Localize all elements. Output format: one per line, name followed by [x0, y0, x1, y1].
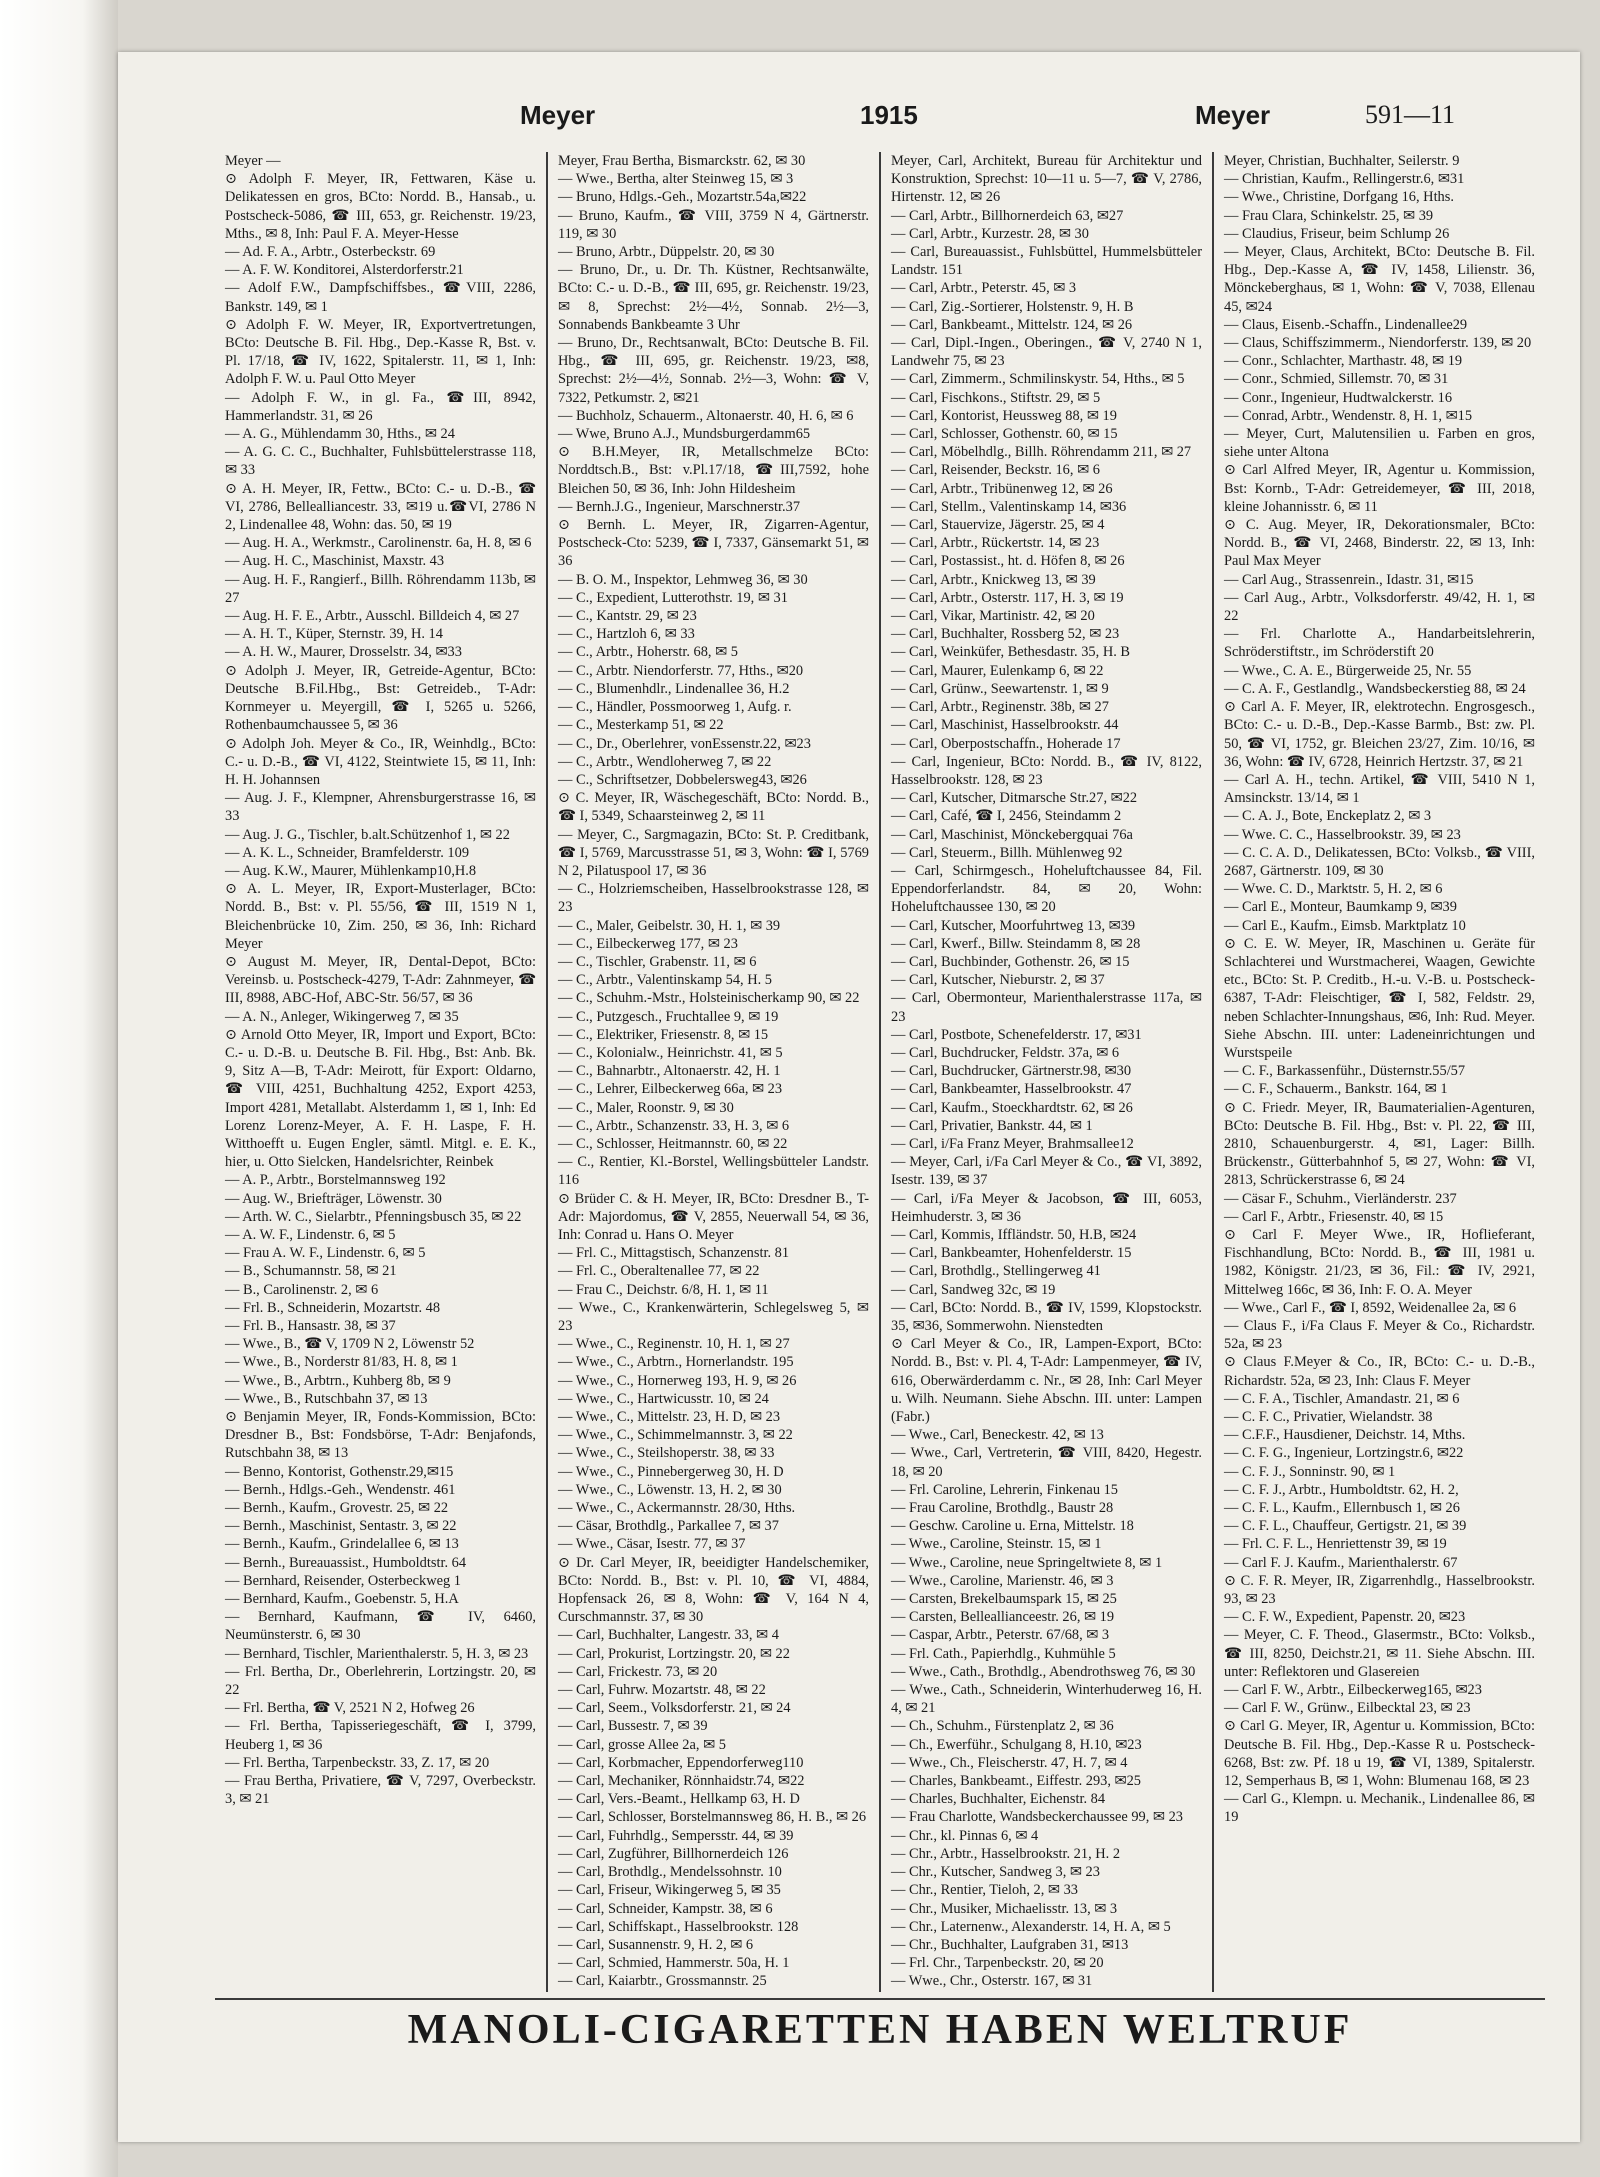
directory-entry: — Carl Aug., Strassenrein., Idastr. 31, ✉15: [1224, 571, 1474, 588]
directory-entry: — Carl, Arbtr., Reginenstr. 38b, ✉ 27: [891, 699, 1109, 716]
directory-entry: ⊙ Dr. Carl Meyer, IR, beeidigter Handelschemiker, BCto: Nordd. B., Bst: v. Pl. 10, ☎ VI, 4884, Hopfensack 26, ✉ 8, Wohn: ☎ V, 164 N 4, Curschmannstr. 37, ✉ 30: [558, 1554, 869, 1626]
directory-entry: — C. F. G., Ingenieur, Lortzingstr.6, ✉22: [1224, 1445, 1464, 1462]
directory-entry: — Wwe., Caroline, Marienstr. 46, ✉ 3: [891, 1572, 1114, 1589]
directory-entry: — Frl. Caroline, Lehrerin, Finkenau 15: [891, 1481, 1119, 1498]
directory-entry: — Frl. C., Oberaltenallee 77, ✉ 22: [558, 1263, 760, 1280]
directory-entry: — Conrad, Arbtr., Wendenstr. 8, H. 1, ✉15: [1224, 407, 1473, 424]
directory-entry: — Chr., Kutscher, Sandweg 3, ✉ 23: [891, 1864, 1100, 1881]
directory-entry: — C., Arbtr. Niendorferstr. 77, Hths., ✉20: [558, 662, 804, 679]
directory-entry: — Carl F. W., Grünw., Eilbecktal 23, ✉ 23: [1224, 1700, 1471, 1717]
directory-entry: — Carl, Vers.-Beamt., Hellkamp 63, H. D: [558, 1791, 800, 1808]
directory-entry: ⊙ Carl F. Meyer Wwe., IR, Hoflieferant, Fischhandlung, BCto: Nordd. B., ☎ III, 1981 u. 1982, Königstr. 21/23, ✉ 36, Fil.: ☎ IV, 2921, Mittelweg 166c, ✉ 36, Inh: F. O. A. Meyer: [1224, 1226, 1535, 1298]
directory-entry: — Chr., Rentier, Tieloh, 2, ✉ 33: [891, 1882, 1078, 1899]
directory-entry: — Carl, Kommis, Iffländstr. 50, H.B, ✉24: [891, 1226, 1137, 1243]
directory-entry: — Bernh., Hdlgs.-Geh., Wendenstr. 461: [225, 1481, 456, 1498]
directory-entry: — Frl. C. F. L., Henriettenstr 39, ✉ 19: [1224, 1536, 1447, 1553]
directory-entry: — Frau A. W. F., Lindenstr. 6, ✉ 5: [225, 1245, 426, 1262]
directory-entry: — Carl F. J. Kaufm., Marienthalerstr. 67: [1224, 1554, 1458, 1571]
directory-entry: — Carl, Susannenstr. 9, H. 2, ✉ 6: [558, 1936, 754, 1953]
directory-entry: — Christian, Kaufm., Rellingerstr.6, ✉31: [1224, 171, 1465, 188]
directory-entry: — C., Maler, Roonstr. 9, ✉ 30: [558, 1099, 734, 1116]
directory-entry: — Carl, i/Fa Meyer & Jacobson, ☎ III, 6053, Heimhuderstr. 3, ✉ 36: [891, 1190, 1202, 1225]
directory-entry: — Bruno, Dr., Rechtsanwalt, BCto: Deutsche B. Fil. Hbg., ☎ III, 695, gr. Reichenstr. 19/23, ✉8, Sprechst: 2½—4½, Sonnab. 2½—3, Wohn: ☎ V, 7322, Petkumstr. 2, ✉21: [558, 335, 869, 406]
directory-entry: — Meyer, Curt, Malutensilien u. Farben en gros, siehe unter Altona: [1224, 426, 1535, 461]
directory-entry: — C., Bahnarbtr., Altonaerstr. 42, H. 1: [558, 1063, 781, 1080]
directory-entry: — Carl, Brothdlg., Stellingerweg 41: [891, 1263, 1101, 1280]
directory-entry: — Charles, Bankbeamt., Eiffestr. 293, ✉25: [891, 1773, 1141, 1790]
directory-entry: — C., Arbtr., Hoherstr. 68, ✉ 5: [558, 644, 738, 661]
directory-entry: — Bernhard, Kaufm., Goebenstr. 5, H.A: [225, 1591, 459, 1608]
directory-entry: — Carl, Brothdlg., Mendelssohnstr. 10: [558, 1864, 782, 1881]
directory-entry: — Carl, grosse Allee 2a, ✉ 5: [558, 1736, 726, 1753]
directory-entry: — C., Rentier, Kl.-Borstel, Wellingsbütteler Landstr. 116: [558, 1154, 869, 1189]
directory-entry: — Arth. W. C., Sielarbtr., Pfenningsbusch 35, ✉ 22: [225, 1208, 522, 1225]
directory-entry: ⊙ Bernh. L. Meyer, IR, Zigarren-Agentur, Postscheck-Cto: 5239, ☎ I, 7337, Gänsemarkt 51, ✉ 36: [558, 517, 869, 570]
directory-entry: — Wwe., C., Löwenstr. 13, H. 2, ✉ 30: [558, 1481, 782, 1498]
directory-entry: — C., Kolonialw., Heinrichstr. 41, ✉ 5: [558, 1044, 783, 1061]
directory-entry: — Aug. W., Briefträger, Löwenstr. 30: [225, 1190, 442, 1207]
directory-entry: — C., Mesterkamp 51, ✉ 22: [558, 717, 724, 734]
directory-entry: — Wwe., Carl, Vertreterin, ☎ VIII, 8420, Hegestr. 18, ✉ 20: [891, 1445, 1202, 1480]
directory-entry: — Carl, Arbtr., Kurzestr. 28, ✉ 30: [891, 225, 1089, 242]
directory-entry: — Carl, Reisender, Beckstr. 16, ✉ 6: [891, 462, 1100, 479]
directory-entry: — C., Schlosser, Heitmannstr. 60, ✉ 22: [558, 1135, 788, 1152]
directory-entry: — Wwe, Bruno A.J., Mundsburgerdamm65: [558, 426, 811, 443]
directory-entry: — Carl, Oberpostschaffn., Hoherade 17: [891, 735, 1121, 752]
directory-entry: Meyer —: [225, 153, 281, 169]
directory-entry: — Frl. Bertha, Tapisseriegeschäft, ☎ I, 3799, Heuberg 1, ✉ 36: [225, 1718, 536, 1753]
directory-entry: ⊙ Carl G. Meyer, IR, Agentur u. Kommission, BCto: Deutsche B. Fil. Hbg., Dep.-Kasse R u. Postscheck-6268, Bst: zw. Pf. 18 u 19, ☎ VI, 1389, Spitalerstr. 12, Semperhaus B, ✉ 1, Wohn: Blumenau 168, ✉ 23: [1224, 1718, 1535, 1790]
directory-entry: — Carl, Grünw., Seewartenstr. 1, ✉ 9: [891, 680, 1109, 697]
directory-entry: — Bruno, Arbtr., Düppelstr. 20, ✉ 30: [558, 244, 775, 261]
directory-entry: — C., Schriftsetzer, Dobbelersweg43, ✉26: [558, 771, 807, 788]
directory-entry: — B., Carolinenstr. 2, ✉ 6: [225, 1281, 379, 1298]
directory-entry: — C., Dr., Oberlehrer, vonEssenstr.22, ✉23: [558, 735, 811, 752]
directory-entry: — Carl, Weinküfer, Bethesdastr. 35, H. B: [891, 644, 1131, 661]
directory-entry: — Carl, Arbtr., Osterstr. 117, H. 3, ✉ 19: [891, 589, 1124, 606]
directory-entry: — C. F. J., Arbtr., Humboldtstr. 62, H. 2,: [1224, 1481, 1459, 1498]
column-4: [1214, 152, 1545, 1992]
directory-entry: — Wwe., Ch., Fleischerstr. 47, H. 7, ✉ 4: [891, 1754, 1128, 1771]
directory-entry: — Frl. Bertha, ☎ V, 2521 N 2, Hofweg 26: [225, 1700, 475, 1717]
directory-entry: — C., Hartzloh 6, ✉ 33: [558, 626, 695, 643]
directory-entry: — Carl, Buchdrucker, Feldstr. 37a, ✉ 6: [891, 1044, 1120, 1061]
directory-entry: — Carl, Kaiarbtr., Grossmannstr. 25: [558, 1973, 767, 1990]
header-year: 1915: [860, 100, 918, 130]
directory-entry: — Carl, Friseur, Wikingerweg 5, ✉ 35: [558, 1882, 781, 1899]
directory-entry: Meyer, Carl, Architekt, Bureau für Architektur und Konstruktion, Sprechst: 10—11 u. 5—7, ☎ V, 2786, Hirtenstr. 12, ✉ 26: [891, 153, 1202, 206]
directory-entry: — C., Lehrer, Eilbeckerweg 66a, ✉ 23: [558, 1081, 783, 1098]
directory-entry: — Carl, Vikar, Martinistr. 42, ✉ 20: [891, 608, 1095, 625]
directory-entry: — Carl G., Klempn. u. Mechanik., Lindenallee 86, ✉ 19: [1224, 1791, 1535, 1826]
directory-entry: — C., Maler, Geibelstr. 30, H. 1, ✉ 39: [558, 917, 781, 934]
directory-entry: — Wwe., Cäsar, Isestr. 77, ✉ 37: [558, 1536, 746, 1553]
directory-entry: — C., Arbtr., Valentinskamp 54, H. 5: [558, 972, 772, 989]
directory-entry: — Bruno, Kaufm., ☎ VIII, 3759 N 4, Gärtnerstr. 119, ✉ 30: [558, 207, 869, 242]
directory-entry: Meyer, Frau Bertha, Bismarckstr. 62, ✉ 30: [558, 153, 806, 169]
directory-entry: — Adolf F.W., Dampfschiffsbes., ☎VIII, 2286, Bankstr. 149, ✉ 1: [225, 280, 536, 315]
directory-entry: — Aug. J. G., Tischler, b.alt.Schützenhof 1, ✉ 22: [225, 826, 510, 843]
directory-entry: — Carl, Fischkons., Stiftstr. 29, ✉ 5: [891, 389, 1101, 406]
directory-entry: — Chr., Buchhalter, Laufgraben 31, ✉13: [891, 1936, 1129, 1953]
directory-entry: — Wwe., B., Rutschbahn 37, ✉ 13: [225, 1390, 428, 1407]
directory-entry: — Frl. B., Hansastr. 38, ✉ 37: [225, 1318, 396, 1334]
directory-entry: — Conr., Schmied, Sillemstr. 70, ✉ 31: [1224, 371, 1449, 388]
directory-entry: — Carl, Maurer, Eulenkamp 6, ✉ 22: [891, 662, 1104, 679]
directory-entry: — Charles, Buchhalter, Eichenstr. 84: [891, 1791, 1106, 1808]
directory-entry: — Carl, Postbote, Schenefelderstr. 17, ✉31: [891, 1026, 1142, 1043]
directory-entry: — Wwe., C., Pinnebergerweg 30, H. D: [558, 1463, 784, 1480]
directory-entry: — Aug. H. C., Maschinist, Maxstr. 43: [225, 553, 445, 570]
directory-entry: — Carl A. H., techn. Artikel, ☎ VIII, 5410 N 1, Amsinckstr. 13/14, ✉ 1: [1224, 771, 1535, 807]
directory-entry: — Bruno, Hdlgs.-Geh., Mozartstr.54a,✉22: [558, 189, 807, 206]
directory-entry: — Carl, Korbmacher, Eppendorferweg110: [558, 1754, 804, 1771]
directory-entry: — B., Schumannstr. 58, ✉ 21: [225, 1263, 397, 1280]
directory-entry: — C., Holzriemscheiben, Hasselbrookstrasse 128, ✉ 23: [558, 881, 869, 916]
directory-entry: — Frl. Bertha, Tarpenbeckstr. 33, Z. 17, ✉ 20: [225, 1754, 490, 1771]
header-right-name: Meyer: [1195, 100, 1271, 130]
directory-entry: — Aug. K.W., Maurer, Mühlenkamp10,H.8: [225, 862, 477, 879]
directory-entry: — Carl, Postassist., ht. d. Höfen 8, ✉ 26: [891, 553, 1125, 570]
directory-entry: ⊙ A. H. Meyer, IR, Fettw., BCto: C.- u. D.-B., ☎ VI, 2786, Bellealliancestr. 33, ✉19 u.☎VI, 2786 N 2, Lindenallee 48, Wohn: das. 50, ✉ 19: [225, 480, 536, 534]
directory-entry: — Carl, BCto: Nordd. B., ☎ IV, 1599, Klopstockstr. 35, ✉36, Sommerwohn. Nienstedten: [891, 1299, 1202, 1334]
directory-entry: ⊙ Adolph F. W. Meyer, IR, Exportvertretungen, BCto: Deutsche B. Fil. Hbg., Dep.-Kasse R, Bst. v. Pl. 17/18, ☎ IV, 1622, Spitalerstr. 11, ✉ 1, Inh: Adolph F. W. u. Paul Otto Meyer: [225, 316, 536, 388]
directory-entry: — Carl, Frickestr. 73, ✉ 20: [558, 1663, 718, 1680]
directory-entry: — Frl. Bertha, Dr., Oberlehrerin, Lortzingstr. 20, ✉ 22: [225, 1663, 536, 1699]
directory-entry: — Carl, Kutscher, Nieburstr. 2, ✉ 37: [891, 972, 1105, 989]
directory-entry: — C., Arbtr., Schanzenstr. 33, H. 3, ✉ 6: [558, 1117, 790, 1134]
directory-entry: — Wwe., Chr., Osterstr. 167, ✉ 31: [891, 1973, 1093, 1990]
directory-entry: — C. F. W., Expedient, Papenstr. 20, ✉23: [1224, 1609, 1466, 1626]
directory-entry: — Carl, Stauervize, Jägerstr. 25, ✉ 4: [891, 517, 1105, 534]
directory-entry: — Bernh.J.G., Ingenieur, Marschnerstr.37: [558, 498, 801, 515]
directory-entry: — Wwe., C. A. E., Bürgerweide 25, Nr. 55: [1224, 662, 1472, 679]
directory-entry: ⊙ C. Meyer, IR, Wäschegeschäft, BCto: Nordd. B., ☎ I, 5349, Schaarsteinweg 2, ✉ 11: [558, 790, 869, 825]
directory-entry: — Chr., Arbtr., Hasselbrookstr. 21, H. 2: [891, 1845, 1121, 1862]
directory-entry: — Carl, Buchbinder, Gothenstr. 26, ✉ 15: [891, 953, 1130, 970]
directory-entry: — Ad. F. A., Arbtr., Osterbeckstr. 69: [225, 244, 436, 261]
directory-entry: — Wwe., Carl, Beneckestr. 42, ✉ 13: [891, 1427, 1104, 1444]
directory-entry: — Carl, Kontorist, Heussweg 88, ✉ 19: [891, 407, 1117, 424]
directory-entry: — Aug. H. F., Rangierf., Billh. Röhrendamm 113b, ✉ 27: [225, 571, 536, 606]
directory-entry: — Carl, Maschinist, Hasselbrookstr. 44: [891, 717, 1119, 734]
directory-entry: — Wwe., C., Mittelstr. 23, H. D, ✉ 23: [558, 1409, 781, 1426]
directory-entry: — Carl, Bureauassist., Fuhlsbüttel, Hummelsbütteler Landstr. 151: [891, 244, 1202, 279]
directory-entry: — C., Blumenhdlr., Lindenallee 36, H.2: [558, 680, 790, 697]
directory-entry: — Carl, Kwerf., Billw. Steindamm 8, ✉ 28: [891, 935, 1141, 952]
directory-entry: — Wwe., Caroline, Steinstr. 15, ✉ 1: [891, 1536, 1102, 1553]
directory-entry: ⊙ Adolph F. Meyer, IR, Fettwaren, Käse u. Delikatessen en gros, BCto: Nordd. B., Hansab., u. Postscheck-5086, ☎ III, 653, gr. Reichenstr. 19/23, Mths., ✉ 8, Inh: Paul F. A. Meyer-Hesse: [225, 171, 536, 242]
directory-entry: — Carl, Schiffskapt., Hasselbrookstr. 128: [558, 1918, 799, 1935]
directory-entry: ⊙ Arnold Otto Meyer, IR, Import und Export, BCto: C.- u. D.-B. u. Deutsche B. Fil. Hbg., Bst: Anb. Bk. 9, Sitz A—B, T-Adr: Meirott, für Export: Oldarno, ☎ VIII, 4251, Buchhaltung 4252, Export 4253, Import 4281, Metallabt. Alsterdamm 1, ✉ 1, Inh: Ed Lorenz Lorenz-Meyer, A. F. H. Laspe, F. H. Witthoefft u. Eugen Engler, sämtl. Mitgl. e. E. K., hier, u. Otto Sielcken, Handelsrichter, Reinbek: [225, 1026, 536, 1171]
directory-entry: — Conr., Ingenieur, Hudtwalckerstr. 16: [1224, 389, 1453, 406]
directory-entry: — Bernhard, Tischler, Marienthalerstr. 5, H. 3, ✉ 23: [225, 1645, 529, 1662]
directory-entry: — Carl, Bankbeamter, Hohenfelderstr. 15: [891, 1245, 1132, 1262]
directory-entry: — C. F. A., Tischler, Amandastr. 21, ✉ 6: [1224, 1390, 1460, 1407]
directory-entry: — Carl, i/Fa Franz Meyer, Brahmsallee12: [891, 1135, 1134, 1152]
directory-entry: — C. C. A. D., Delikatessen, BCto: Volksb., ☎ VIII, 2687, Gärtnerstr. 109, ✉ 30: [1224, 844, 1535, 879]
directory-entry: — Carl, Schmied, Hammerstr. 50a, H. 1: [558, 1955, 790, 1972]
directory-entry: — Wwe., C., Krankenwärterin, Schlegelsweg 5, ✉ 23: [558, 1299, 869, 1334]
directory-entry: — Chr., kl. Pinnas 6, ✉ 4: [891, 1827, 1039, 1844]
directory-entry: — Carl, Privatier, Bankstr. 44, ✉ 1: [891, 1117, 1093, 1134]
directory-entry: ⊙ Adolph Joh. Meyer & Co., IR, Weinhdlg., BCto: C.- u. D.-B., ☎ VI, 4122, Steintwiete 15, ✉ 11, Inh: H. H. Johannsen: [225, 735, 536, 788]
directory-entry: — Frau Charlotte, Wandsbeckerchaussee 99, ✉ 23: [891, 1809, 1183, 1826]
directory-entry: — Wwe., B., Arbtrn., Kuhberg 8b, ✉ 9: [225, 1372, 451, 1389]
entry-list: [225, 152, 536, 1808]
directory-entry: — Cäsar F., Schuhm., Vierländerstr. 237: [1224, 1190, 1457, 1207]
directory-entry: — A. G. C. C., Buchhalter, Fuhlsbüttelerstrasse 118, ✉ 33: [225, 444, 536, 479]
directory-entry: — Frl. Cath., Papierhdlg., Kuhmühle 5: [891, 1645, 1116, 1662]
directory-entry: — Caspar, Arbtr., Peterstr. 67/68, ✉ 3: [891, 1627, 1110, 1644]
directory-entry: — Carl, Bankbeamter, Hasselbrookstr. 47: [891, 1081, 1132, 1098]
directory-entry: — Carl, Seem., Volksdorferstr. 21, ✉ 24: [558, 1700, 791, 1717]
directory-entry: — Claudius, Friseur, beim Schlump 26: [1224, 225, 1450, 242]
directory-entry: — Carl E., Monteur, Baumkamp 9, ✉39: [1224, 899, 1457, 916]
directory-entry: — Conr., Schlachter, Marthastr. 48, ✉ 19: [1224, 353, 1463, 370]
footer-advert: MANOLI-CIGARETTEN HABEN WELTRUF: [215, 1998, 1545, 2066]
directory-entry: — C., Kantstr. 29, ✉ 23: [558, 608, 697, 625]
directory-entry: — Carl, Kutscher, Ditmarsche Str.27, ✉22: [891, 790, 1138, 807]
directory-entry: — Chr., Musiker, Michaelisstr. 13, ✉ 3: [891, 1900, 1118, 1917]
directory-entry: — Carsten, Belleallianceestr. 26, ✉ 19: [891, 1609, 1115, 1626]
directory-entry: — Carl E., Kaufm., Eimsb. Marktplatz 10: [1224, 917, 1466, 934]
directory-entry: — Bernh., Bureauassist., Humboldtstr. 64: [225, 1554, 467, 1571]
directory-entry: — Meyer, C. F. Theod., Glasermstr., BCto: Volksb., ☎ III, 8250, Deichstr.21, ✉ 11. Siehe Abschn. III. unter: Reflektoren und Glasereien: [1224, 1627, 1535, 1680]
directory-entry: — Wwe., Caroline, neue Springeltwiete 8, ✉ 1: [891, 1554, 1163, 1571]
directory-entry: — C. F. L., Chauffeur, Gertigstr. 21, ✉ 39: [1224, 1518, 1467, 1535]
directory-entry: ⊙ Adolph J. Meyer, IR, Getreide-Agentur, BCto: Deutsche B.Fil.Hbg., Bst: Getreideb., T-Adr: Kornmeyer u. Meyergill, ☎ I, 5265 u. 5266, Rothenbaumchaussee 5, ✉ 36: [225, 662, 536, 734]
directory-entry: ⊙ B.H.Meyer, IR, Metallschmelze BCto: Norddtsch.B., Bst: v.Pl.17/18, ☎III,7592, hohe Bleichen 50, ✉ 36, Inh: John Hildesheim: [558, 444, 869, 497]
directory-entry: — C. F., Barkassenführ., Düsternstr.55/57: [1224, 1063, 1466, 1080]
directory-entry: ⊙ Claus F.Meyer & Co., IR, BCto: C.- u. D.-B., Richardstr. 52a, ✉ 23, Inh: Claus F. Meyer: [1224, 1354, 1535, 1389]
directory-entry: — Frl. B., Schneiderin, Mozartstr. 48: [225, 1299, 441, 1316]
page-header: [220, 100, 1540, 140]
directory-entry: — Wwe., C., Steilshoperstr. 38, ✉ 33: [558, 1445, 775, 1462]
directory-entry: — Geschw. Caroline u. Erna, Mittelstr. 18: [891, 1518, 1134, 1535]
directory-entry: — Aug. H. A., Werkmstr., Carolinenstr. 6a, H. 8, ✉ 6: [225, 535, 532, 552]
directory-entry: — Claus, Schiffszimmerm., Niendorferstr. 139, ✉ 20: [1224, 335, 1532, 352]
directory-columns: [215, 152, 1545, 1992]
directory-entry: — Frl. Charlotte A., Handarbeitslehrerin, Schröderstiftstr., im Schröderstift 20: [1224, 626, 1535, 661]
directory-entry: — Bernhard, Kaufmann, ☎ IV, 6460, Neumünsterstr. 6, ✉ 30: [225, 1609, 536, 1644]
directory-entry: — Wwe., Cath., Brothdlg., Abendrothsweg 76, ✉ 30: [891, 1663, 1196, 1680]
directory-entry: — Carl, Arbtr., Tribünenweg 12, ✉ 26: [891, 480, 1113, 497]
entry-list: [1224, 152, 1535, 1827]
directory-entry: — Carl, Möbelhdlg., Billh. Röhrendamm 211, ✉ 27: [891, 444, 1192, 461]
directory-entry: — Carl, Arbtr., Rückertstr. 14, ✉ 23: [891, 535, 1100, 552]
directory-entry: — C. F. J., Sonninstr. 90, ✉ 1: [1224, 1463, 1396, 1480]
column-3: [881, 152, 1214, 1992]
directory-entry: ⊙ C. Friedr. Meyer, IR, Baumaterialien-Agenturen, BCto: Deutsche B. Fil. Hbg., Bst: v. Pl. 22, ☎ III, 2810, Schauenburgerstr. 4, ✉1, Lager: Billh. Brückenstr., Gütterbahnhof 5, ✉ 27, Wohn: ☎ VI, 2813, Schrückerstrasse 6, ✉ 24: [1224, 1099, 1535, 1189]
directory-entry: — Carl, Bussestr. 7, ✉ 39: [558, 1718, 708, 1735]
directory-entry: — Meyer, Carl, i/Fa Carl Meyer & Co., ☎ VI, 3892, Isestr. 139, ✉ 37: [891, 1154, 1202, 1189]
directory-entry: — Carl, Arbtr., Knickweg 13, ✉ 39: [891, 571, 1096, 588]
directory-entry: — Bernhard, Reisender, Osterbeckweg 1: [225, 1572, 461, 1589]
directory-entry: — Carl, Mechaniker, Rönnhaidstr.74, ✉22: [558, 1773, 805, 1790]
directory-entry: — Carl, Maschinist, Mönckebergquai 76a: [891, 826, 1133, 843]
directory-entry: — Wwe. C. D., Marktstr. 5, H. 2, ✉ 6: [1224, 881, 1443, 898]
directory-entry: — Wwe., C., Schimmelmannstr. 3, ✉ 22: [558, 1427, 793, 1444]
directory-entry: — Wwe., C., Reginenstr. 10, H. 1, ✉ 27: [558, 1336, 790, 1353]
directory-entry: — Carl, Arbtr., Billhornerdeich 63, ✉27: [891, 207, 1124, 224]
directory-entry: — C. A. J., Bote, Enckeplatz 2, ✉ 3: [1224, 808, 1432, 825]
directory-entry: — Frau Clara, Schinkelstr. 25, ✉ 39: [1224, 207, 1434, 224]
directory-entry: — Frau C., Deichstr. 6/8, H. 1, ✉ 11: [558, 1281, 769, 1298]
directory-entry: — C., Putzgesch., Fruchtallee 9, ✉ 19: [558, 1008, 779, 1025]
directory-entry: ⊙ Benjamin Meyer, IR, Fonds-Kommission, BCto: Dresdner B., Bst: Fondsbörse, T-Adr: Benjafonds, Rutschbahn 38, ✉ 13: [225, 1409, 536, 1462]
directory-entry: — Ch., Ewerführ., Schulgang 8, H.10, ✉23: [891, 1736, 1142, 1753]
directory-entry: — Carl F., Arbtr., Friesenstr. 40, ✉ 15: [1224, 1208, 1444, 1225]
directory-entry: — Carl, Fuhrw. Mozartstr. 48, ✉ 22: [558, 1682, 766, 1699]
directory-entry: — C., Arbtr., Wendloherweg 7, ✉ 22: [558, 753, 772, 770]
directory-entry: — C., Schuhm.-Mstr., Holsteinischerkamp 90, ✉ 22: [558, 990, 860, 1007]
directory-entry: — C., Händler, Possmoorweg 1, Aufg. r.: [558, 699, 792, 716]
directory-entry: ⊙ Carl Meyer & Co., IR, Lampen-Export, BCto: Nordd. B., Bst: v. Pl. 4, T-Adr: Lampenmeyer, ☎ IV, 616, Oberwärderdamm c. Nr., ✉ 28, Inh: Carl Meyer u. Wilh. Neumann. Siehe Abschn. III. unter: Lampen (Fabr.): [891, 1336, 1202, 1426]
directory-entry: — Claus F., i/Fa Claus F. Meyer & Co., Richardstr. 52a, ✉ 23: [1224, 1318, 1535, 1353]
directory-entry: — Carl, Steuerm., Billh. Mühlenweg 92: [891, 844, 1123, 861]
directory-entry: — C., Expedient, Lutterothstr. 19, ✉ 31: [558, 589, 788, 606]
directory-entry: — Aug. J. F., Klempner, Ahrensburgerstrasse 16, ✉ 33: [225, 790, 536, 825]
directory-entry: Meyer, Christian, Buchhalter, Seilerstr. 9: [1224, 153, 1460, 169]
directory-entry: ⊙ A. L. Meyer, IR, Export-Musterlager, BCto: Nordd. B., Bst: v. Pl. 55/56, ☎ III, 1519 N 1, Bleichenbrücke 10, Zim. 250, ✉ 36, Inh: Richard Meyer: [225, 881, 536, 952]
directory-entry: — Carl, Dipl.-Ingen., Oberingen., ☎ V, 2740 N 1, Landwehr 75, ✉ 23: [891, 335, 1202, 370]
entry-list: [558, 152, 869, 1991]
directory-entry: — Wwe., Cath., Schneiderin, Winterhuderweg 16, H. 4, ✉ 21: [891, 1682, 1202, 1717]
directory-entry: — A. K. L., Schneider, Bramfelderstr. 109: [225, 844, 470, 861]
directory-entry: — Bernh., Kaufm., Grovestr. 25, ✉ 22: [225, 1500, 449, 1517]
directory-entry: — Ch., Schuhm., Fürstenplatz 2, ✉ 36: [891, 1718, 1114, 1735]
directory-entry: — Wwe., Bertha, alter Steinweg 15, ✉ 3: [558, 171, 794, 188]
directory-entry: — C.F.F., Hausdiener, Deichstr. 14, Mths.: [1224, 1427, 1466, 1444]
directory-entry: — Wwe., Christine, Dorfgang 16, Hths.: [1224, 189, 1454, 206]
directory-entry: — Benno, Kontorist, Gothenstr.29,✉15: [225, 1463, 454, 1480]
directory-entry: — Meyer, C., Sargmagazin, BCto: St. P. Creditbank, ☎ I, 5769, Marcusstrasse 51, ✉ 3, Wohn: ☎ I, 5769 N 2, Pilatuspool 17, ✉ 36: [558, 826, 869, 879]
directory-entry: — A. H. W., Maurer, Drosselstr. 34, ✉33: [225, 644, 462, 661]
directory-entry: — Carl, Zimmerm., Schmilinskystr. 54, Hths., ✉ 5: [891, 371, 1185, 388]
directory-entry: ⊙ C. E. W. Meyer, IR, Maschinen u. Geräte für Schlachterei und Wurstmacherei, Waagen, Gewichte etc., BCto: St. P. Creditb., H.-u. V.-B. u. Postscheck-6387, T-Adr: Fleischtiger, ☎ I, 582, Feldstr. 29, neben Schlachter-Innungshaus, ✉6, Inh: Rud. Meyer. Siehe Abschn. III. unter: Ladeneinrichtungen und Wurstspeile: [1224, 935, 1535, 1061]
directory-entry: — Wwe., B., Norderstr 81/83, H. 8, ✉ 1: [225, 1354, 458, 1371]
directory-entry: — Carl, Schneider, Kampstr. 38, ✉ 6: [558, 1900, 773, 1917]
entry-list: [891, 152, 1202, 1992]
directory-entry: ⊙ Carl A. F. Meyer, IR, elektrotechn. Engrosgesch., BCto: C.- u. D.-B., Dep.-Kasse Barmb., Bst: zw. Pl. 50, ☎ VI, 1752, gr. Bleichen 23/27, Zim. 10/16, ✉ 36, Wohn: ☎ IV, 6728, Heinrich Hertzstr. 37, ✉ 21: [1224, 699, 1535, 770]
directory-entry: — Wwe., C., Hartwicusstr. 10, ✉ 24: [558, 1390, 769, 1407]
directory-entry: — Bernh., Maschinist, Sentastr. 3, ✉ 22: [225, 1518, 457, 1535]
directory-entry: — Carl F. W., Arbtr., Eilbeckerweg165, ✉23: [1224, 1682, 1482, 1699]
directory-entry: — Frl. Chr., Tarpenbeckstr. 20, ✉ 20: [891, 1955, 1104, 1972]
directory-entry: — Bruno, Dr., u. Dr. Th. Küstner, Rechtsanwälte, BCto: C.- u. D.-B., ☎ III, 695, gr. Reichenstr. 19/23, ✉ 8, Sprechst: 2½—4½, Sonnab. 2½—3, Sonnabends Bankbeamte 3 Uhr: [558, 262, 869, 333]
directory-entry: — Carl, Zig.-Sortierer, Holstenstr. 9, H. B: [891, 298, 1134, 315]
directory-entry: — Carl, Schlosser, Borstelmannsweg 86, H. B., ✉ 26: [558, 1809, 867, 1826]
directory-entry: — Carl, Ingenieur, BCto: Nordd. B., ☎ IV, 8122, Hasselbrookstr. 128, ✉ 23: [891, 753, 1202, 788]
directory-entry: ⊙ Carl Alfred Meyer, IR, Agentur u. Kommission, Bst: Kornb., T-Adr: Getreidemeyer, ☎ III, 2018, kleine Johannisstr. 6, ✉ 11: [1224, 462, 1535, 515]
directory-entry: — C., Elektriker, Friesenstr. 8, ✉ 15: [558, 1026, 769, 1043]
directory-entry: — Carl, Kaufm., Stoeckhardtstr. 62, ✉ 26: [891, 1099, 1133, 1116]
column-2: [548, 152, 881, 1992]
directory-entry: — Carl, Zugführer, Billhornerdeich 126: [558, 1845, 789, 1862]
directory-entry: — Carl, Café, ☎ I, 2456, Steindamm 2: [891, 808, 1122, 825]
directory-entry: — Buchholz, Schauerm., Altonaerstr. 40, H. 6, ✉ 6: [558, 407, 854, 424]
directory-entry: — Wwe., B., ☎ V, 1709 N 2, Löwenstr 52: [225, 1336, 475, 1353]
directory-entry: — C. F., Schauerm., Bankstr. 164, ✉ 1: [1224, 1081, 1448, 1098]
directory-entry: — A. G., Mühlendamm 30, Hths., ✉ 24: [225, 426, 455, 443]
directory-entry: — Carl, Obermonteur, Marienthalerstrasse 117a, ✉ 23: [891, 990, 1202, 1025]
directory-entry: — C. A. F., Gestlandlg., Wandsbeckerstieg 88, ✉ 24: [1224, 680, 1526, 697]
directory-entry: — Carl, Arbtr., Peterstr. 45, ✉ 3: [891, 280, 1077, 297]
directory-entry: — Carl, Sandweg 32c, ✉ 19: [891, 1281, 1056, 1298]
directory-entry: — Carl, Stellm., Valentinskamp 14, ✉36: [891, 498, 1127, 515]
directory-entry: ⊙ C. F. R. Meyer, IR, Zigarrenhdlg., Hasselbrookstr. 93, ✉ 23: [1224, 1572, 1535, 1608]
header-page-number: 591—11: [1365, 100, 1456, 129]
directory-entry: — Carl, Schirmgesch., Hoheluftchaussee 84, Fil. Eppendorferlandstr. 84, ✉ 20, Wohn: Hoheluftchaussee 130, ✉ 20: [891, 862, 1202, 916]
directory-entry: — Wwe., Carl F., ☎ I, 8592, Weidenallee 2a, ✉ 6: [1224, 1299, 1517, 1316]
directory-entry: — A. H. T., Küper, Sternstr. 39, H. 14: [225, 626, 443, 643]
directory-entry: — Cäsar, Brothdlg., Parkallee 7, ✉ 37: [558, 1518, 779, 1535]
directory-entry: — Wwe. C. C., Hasselbrookstr. 39, ✉ 23: [1224, 826, 1461, 843]
column-1: [215, 152, 548, 1992]
directory-entry: — Bernh., Kaufm., Grindelallee 6, ✉ 13: [225, 1536, 459, 1553]
directory-entry: — Carl, Buchdrucker, Gärtnerstr.98, ✉30: [891, 1063, 1132, 1080]
directory-entry: — Adolph F. W., in gl. Fa., ☎III, 8942, Hammerlandstr. 31, ✉ 26: [225, 389, 536, 424]
directory-entry: ⊙ August M. Meyer, IR, Dental-Depot, BCto: Vereinsb. u. Postscheck-4279, T-Adr: Zahnmeyer, ☎ III, 8988, ABC-Hof, ABC-Str. 56/57, ✉ 36: [225, 953, 536, 1007]
directory-entry: — Carl, Schlosser, Gothenstr. 60, ✉ 15: [891, 426, 1118, 443]
directory-entry: — Frl. C., Mittagstisch, Schanzenstr. 81: [558, 1245, 790, 1262]
header-left-name: Meyer: [520, 100, 596, 130]
directory-entry: — Carl, Fuhrhdlg., Sempersstr. 44, ✉ 39: [558, 1827, 794, 1844]
directory-entry: — Carl, Buchhalter, Langestr. 33, ✉ 4: [558, 1627, 779, 1644]
directory-entry: — B. O. M., Inspektor, Lehmweg 36, ✉ 30: [558, 571, 808, 588]
scanner-margin: [0, 0, 118, 2177]
directory-entry: — A. F. W. Konditorei, Alsterdorferstr.21: [225, 262, 464, 279]
directory-entry: — Wwe., C., Hornerweg 193, H. 9, ✉ 26: [558, 1372, 797, 1389]
directory-entry: — Carl, Kutscher, Moorfuhrtweg 13, ✉39: [891, 917, 1136, 934]
directory-entry: — Frau Bertha, Privatiere, ☎ V, 7297, Overbeckstr. 3, ✉ 21: [225, 1773, 536, 1808]
directory-entry: — Carl, Bankbeamt., Mittelstr. 124, ✉ 26: [891, 316, 1133, 333]
directory-entry: — Claus, Eisenb.-Schaffn., Lindenallee29: [1224, 316, 1468, 333]
directory-entry: — Carl, Buchhalter, Rossberg 52, ✉ 23: [891, 626, 1120, 643]
directory-entry: — A. N., Anleger, Wikingerweg 7, ✉ 35: [225, 1008, 459, 1025]
directory-entry: — Frau Caroline, Brothdlg., Baustr 28: [891, 1500, 1114, 1517]
directory-entry: — A. W. F., Lindenstr. 6, ✉ 5: [225, 1226, 396, 1243]
directory-entry: [891, 1991, 1202, 1992]
directory-entry: — C. F. C., Privatier, Wielandstr. 38: [1224, 1409, 1433, 1426]
directory-entry: — A. P., Arbtr., Borstelmannsweg 192: [225, 1172, 446, 1189]
directory-entry: — Chr., Laternenw., Alexanderstr. 14, H. A, ✉ 5: [891, 1918, 1171, 1935]
directory-entry: — Carl Aug., Arbtr., Volksdorferstr. 49/42, H. 1, ✉ 22: [1224, 589, 1535, 625]
directory-entry: — Wwe., C., Ackermannstr. 28/30, Hths.: [558, 1500, 796, 1517]
directory-entry: — Meyer, Claus, Architekt, BCto: Deutsche B. Fil. Hbg., Dep.-Kasse A, ☎ IV, 1458, Lilienstr. 36, Mönckeberghaus, ✉ 1, Wohn: ☎ V, 7038, Ellenau 45, ✉24: [1224, 244, 1535, 315]
directory-entry: — C., Eilbeckerweg 177, ✉ 23: [558, 935, 738, 952]
directory-entry: — C., Tischler, Grabenstr. 11, ✉ 6: [558, 953, 757, 970]
directory-entry: — Aug. H. F. E., Arbtr., Ausschl. Billdeich 4, ✉ 27: [225, 608, 520, 625]
directory-entry: ⊙ Brüder C. & H. Meyer, IR, BCto: Dresdner B., T-Adr: Majordomus, ☎ V, 2855, Neuerwall 54, ✉ 36, Inh: Conrad u. Hans O. Meyer: [558, 1190, 869, 1243]
directory-entry: — Carl, Prokurist, Lortzingstr. 20, ✉ 22: [558, 1645, 790, 1662]
directory-entry: — Carsten, Brekelbaumspark 15, ✉ 25: [891, 1591, 1117, 1608]
directory-entry: ⊙ C. Aug. Meyer, IR, Dekorationsmaler, BCto: Nordd. B., ☎ VI, 2468, Binderstr. 22, ✉ 13, Inh: Paul Max Meyer: [1224, 517, 1535, 570]
directory-entry: — Wwe., C., Arbtrn., Hornerlandstr. 195: [558, 1354, 794, 1371]
directory-entry: — C. F. L., Kaufm., Ellernbusch 1, ✉ 26: [1224, 1500, 1460, 1517]
